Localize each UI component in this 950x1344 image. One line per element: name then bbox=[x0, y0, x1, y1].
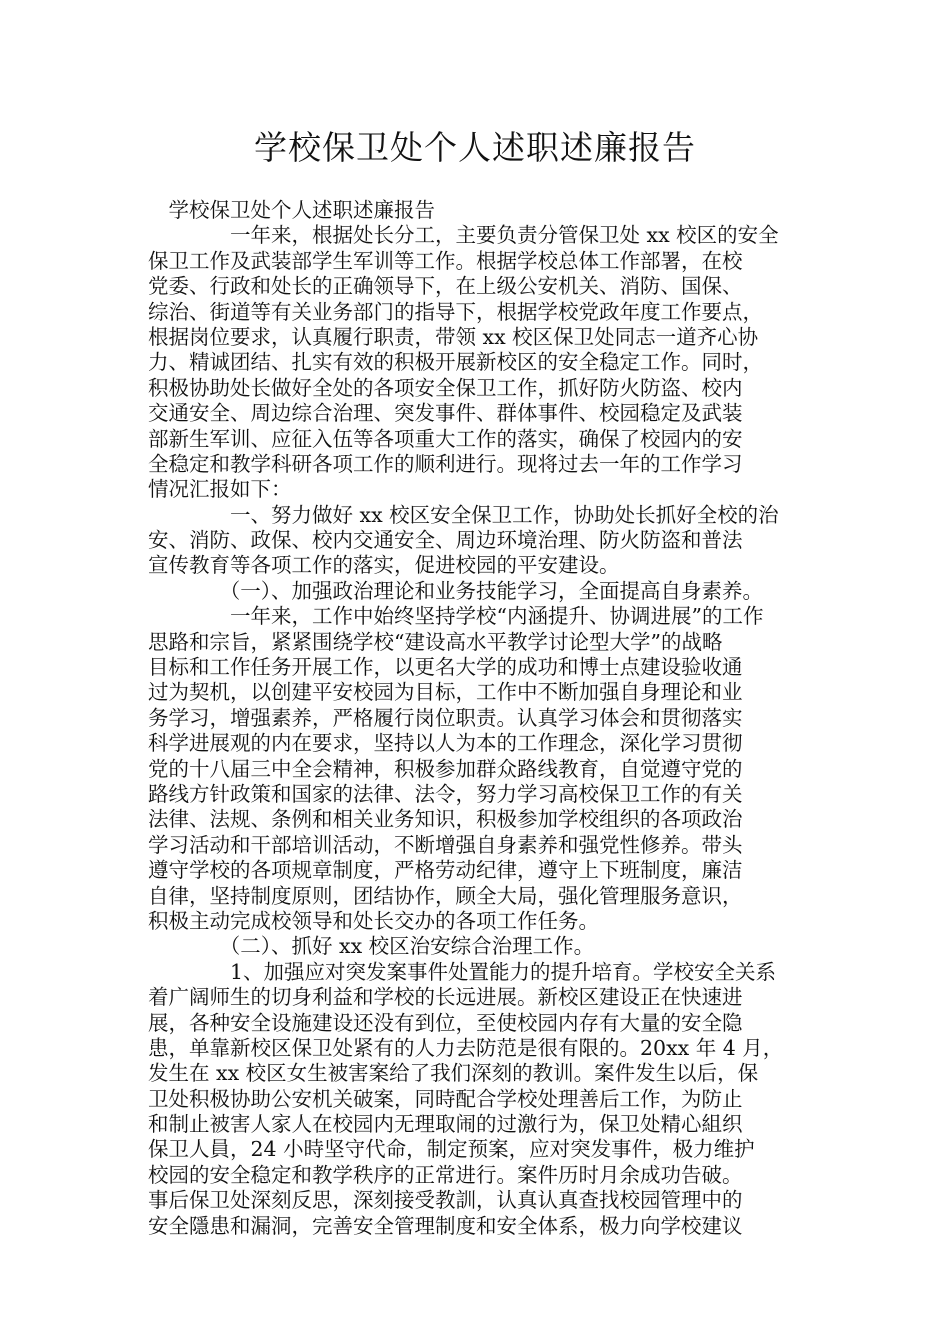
body-line: 1、加强应对突发案事件处置能力的提升培育。学校安全关系 bbox=[148, 959, 777, 984]
body-line: 宣传教育等各项工作的落实，促进校园的平安建设。 bbox=[148, 553, 620, 578]
document-title: 学校保卫处个人述职述廉报告 bbox=[254, 128, 696, 167]
body-line: 安、消防、政保、校内交通安全、周边环境治理、防火防盗和普法 bbox=[148, 528, 743, 553]
body-line: 积极主动完成校领导和处长交办的各项工作任务。 bbox=[148, 908, 599, 933]
body-line: 着广阔师生的切身利益和学校的长远进展。新校区建设正在快速进 bbox=[148, 985, 743, 1010]
body-line: 保卫人員，24 小時坚守代命，制定预案，应对突发事件，极力维护 bbox=[148, 1137, 755, 1162]
body-line: 一年来，工作中始终坚持学校“内涵提升、协调进展”的工作 bbox=[148, 604, 764, 629]
body-line: 事后保卫处深刻反思，深刻接受教訓，认真认真查找校园管理中的 bbox=[148, 1188, 743, 1213]
body-line: 校园的安全稳定和教学秩序的正常进行。案件历时月余成功告破。 bbox=[148, 1162, 743, 1187]
body-line: 法律、法规、条例和相关业务知识，积极参加学校组织的各项政治 bbox=[148, 807, 743, 832]
body-line: 患，单靠新校区保卫处紧有的人力去防范是很有限的。20xx 年 4 月， bbox=[148, 1035, 784, 1060]
body-line: 积极协助处长做好全处的各项安全保卫工作，抓好防火防盗、校内 bbox=[148, 375, 743, 400]
body-line: 部新生军训、应征入伍等各项重大工作的落实，确保了校园内的安 bbox=[148, 426, 743, 451]
body-line: 发生在 xx 校区女生被害案给了我们深刻的教训。案件发生以后，保 bbox=[148, 1061, 759, 1086]
body-line: 情况汇报如下： bbox=[148, 477, 292, 502]
body-line: 安全隱患和漏洞，完善安全管理制度和安全体系，极力向学校建议 bbox=[148, 1213, 743, 1238]
body-line: 综治、街道等有关业务部门的指导下，根据学校党政年度工作要点， bbox=[148, 299, 763, 324]
body-line: 根据岗位要求，认真履行职责，带领 xx 校区保卫处同志一道齐心协 bbox=[148, 324, 759, 349]
body-line: 卫处积极协助公安机关破案，同時配合学校处理善后工作，为防止 bbox=[148, 1086, 743, 1111]
document-body bbox=[148, 198, 828, 1239]
body-line: 保卫工作及武装部学生军训等工作。根据学校总体工作部署，在校 bbox=[148, 248, 743, 273]
body-line: 学校保卫处个人述职述廉报告 bbox=[148, 198, 435, 222]
body-line: 目标和工作任务开展工作，以更名大学的成功和博士点建设验收通 bbox=[148, 655, 743, 680]
body-line: 一、努力做好 xx 校区安全保卫工作，协助处长抓好全校的治 bbox=[148, 502, 779, 527]
body-line: 全稳定和教学科研各项工作的顺利进行。现将过去一年的工作学习 bbox=[148, 451, 743, 476]
body-line: 过为契机，以创建平安校园为目标，工作中不断加强自身理论和业 bbox=[148, 680, 743, 705]
body-line: （二）、抓好 xx 校区治安综合治理工作。 bbox=[148, 934, 595, 959]
body-line: 一年来，根据处长分工，主要负责分管保卫处 xx 校区的安全 bbox=[148, 223, 779, 248]
body-line: 和制止被害人家人在校园内无理取闹的过激行为，保卫处精心組织 bbox=[148, 1112, 743, 1137]
body-line: 思路和宗旨，紧紧围绕学校“建设高水平教学讨论型大学”的战略 bbox=[148, 629, 723, 654]
body-line: 力、精诚团结、扎实有效的积极开展新校区的安全稳定工作。同时， bbox=[148, 350, 763, 375]
body-line: 遵守学校的各项规章制度，严格劳动纪律，遵守上下班制度，廉洁 bbox=[148, 858, 743, 883]
body-line: 自律，坚持制度原则，团结协作，顾全大局，强化管理服务意识， bbox=[148, 883, 743, 908]
body-line: 学习活动和干部培训活动，不断增强自身素养和强党性修养。带头 bbox=[148, 832, 743, 857]
body-line: 展，各种安全设施建设还没有到位，至使校园内存有大量的安全隐 bbox=[148, 1010, 743, 1035]
body-line: 交通安全、周边综合治理、突发事件、群体事件、校园稳定及武装 bbox=[148, 401, 743, 426]
body-line: 路线方针政策和国家的法律、法令，努力学习高校保卫工作的有关 bbox=[148, 781, 743, 806]
body-line: 务学习，增强素养，严格履行岗位职责。认真学习体会和贯彻落实 bbox=[148, 705, 743, 730]
body-line: （一）、加强政治理论和业务技能学习，全面提高自身素养。 bbox=[148, 578, 763, 603]
body-line: 党的十八届三中全会精神，积极参加群众路线教育，自觉遵守党的 bbox=[148, 756, 743, 781]
body-line: 党委、行政和处长的正确领导下，在上级公安机关、消防、国保、 bbox=[148, 274, 743, 299]
body-line: 科学进展观的内在要求，坚持以人为本的工作理念，深化学习贯彻 bbox=[148, 731, 743, 756]
